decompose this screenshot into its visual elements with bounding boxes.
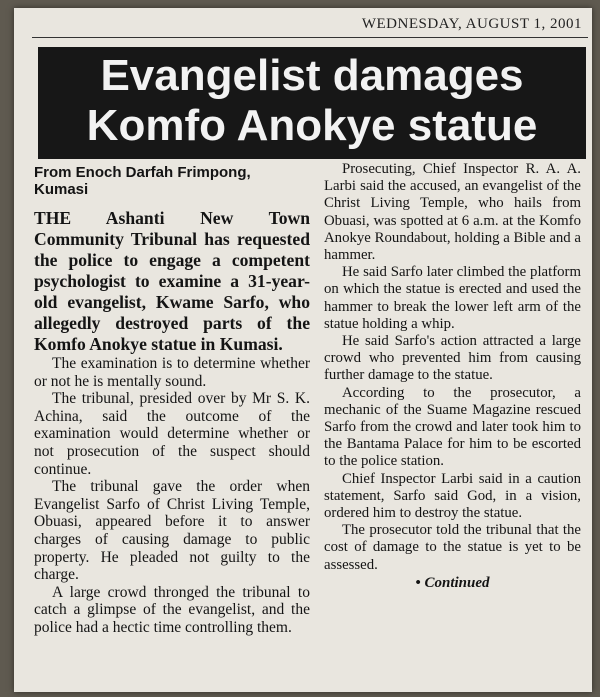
headline-banner — [38, 47, 586, 159]
column-2 — [324, 161, 581, 592]
byline-location: Kumasi — [34, 181, 89, 198]
lead-paragraph: THE Ashanti New Town Community Tribunal has requested the police to engage a competent psychologist to examine a 31-year-old evangelist, Kwame Sarfo, who allegedly destroyed parts of the Komfo Anokye statue in Kumasi. — [34, 208, 310, 354]
paragraph: He said Sarfo later climbed the platform on which the statue is erected and used the hammer to break the lower left arm of the statue holding a whip. — [324, 264, 581, 332]
byline — [34, 164, 310, 198]
header-rule — [32, 37, 588, 38]
paragraph: The tribunal gave the order when Evangelist Sarfo of Christ Living Temple, Obuasi, appeared before it to answer charges of causing damage to public property. He pleaded not guilty to the charge. — [34, 478, 310, 584]
byline-author: From Enoch Darfah Frimpong, — [34, 164, 251, 181]
paragraph: According to the prosecutor, a mechanic of the Suame Magazine rescued Sarfo from the crowd and later took him to the Bantama Palace for him to be escorted to the police station. — [324, 384, 581, 470]
paragraph: The prosecutor told the tribunal that the cost of damage to the statue is yet to be assessed. — [324, 522, 581, 573]
bullet-icon: • — [415, 574, 421, 591]
continued-marker — [324, 575, 581, 592]
continued-label: Continued — [424, 574, 490, 591]
newspaper-clipping — [14, 8, 592, 692]
dateline: WEDNESDAY, AUGUST 1, 2001 — [361, 16, 582, 32]
headline-line-1: Evangelist damages — [100, 51, 524, 100]
paragraph: Prosecuting, Chief Inspector R. A. A. Larbi said the accused, an evangelist of the Christ Living Temple, who hails from Obuasi, was spotted at 6 a.m. at the Komfo Anokye Roundabout, holding a Bible and a hammer. — [324, 161, 581, 264]
headline-line-2: Komfo Anokye statue — [86, 101, 538, 150]
paragraph: He said Sarfo's action attracted a large crowd who prevented him from causing further damage to the statue. — [324, 333, 581, 384]
column-1 — [34, 164, 310, 637]
paragraph: The examination is to determine whether or not he is mentally sound. — [34, 355, 310, 390]
paragraph: Chief Inspector Larbi said in a caution statement, Sarfo said God, in a vision, ordered him to destroy the statue. — [324, 470, 581, 522]
paragraph: The tribunal, presided over by Mr S. K. Achina, said the outcome of the examination would determine whether or not prosecution of the suspect should continue. — [34, 390, 310, 478]
paragraph: A large crowd thronged the tribunal to catch a glimpse of the evangelist, and the police had a hectic time controlling them. — [34, 583, 310, 636]
